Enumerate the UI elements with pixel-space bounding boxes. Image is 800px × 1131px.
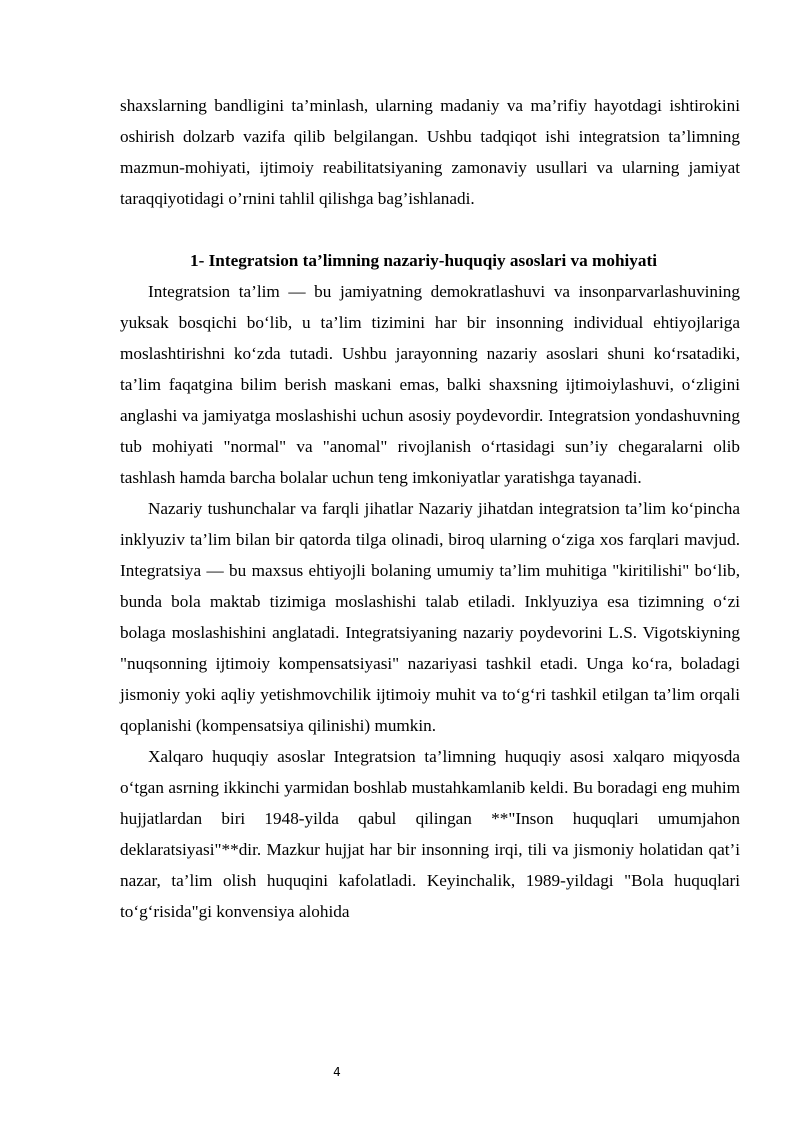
- body-paragraph-2: Nazariy tushunchalar va farqli jihatlar Nazariy jihatdan integratsion ta’lim ko‘pincha inklyuziv ta’lim bilan bir qatorda tilga olinadi, biroq ularning o‘ziga xos farqlari mavjud. Integratsiya — bu maxsus ehtiyojli bolaning umumiy ta’lim muhitiga "kiritilishi" bo‘lib, bunda bola maktab tizimiga moslashishi talab etiladi. Inklyuziya esa tizimning o‘zi bolaga moslashishini anglatadi. Integratsiyaning nazariy poydevorini L.S. Vigotskiyning "nuqsonning ijtimoiy kompensatsiyasi" nazariyasi tashkil etadi. Unga ko‘ra, boladagi jismoniy yoki aqliy yetishmovchilik ijtimoiy muhit va to‘g‘ri tashkil etilgan ta’lim orqali qoplanishi (kompensatsiya qilinishi) mumkin.: [120, 499, 740, 735]
- section-heading: 1- Integratsion ta’limning nazariy-huquqiy asoslari va mohiyati: [190, 251, 657, 270]
- page-number: 4: [333, 1065, 341, 1079]
- document-page: [120, 90, 740, 927]
- intro-paragraph: shaxslarning bandligini ta’minlash, ularning madaniy va ma’rifiy hayotdagi ishtirokini oshirish dolzarb vazifa qilib belgilangan. Ushbu tadqiqot ishi integratsion ta’limning mazmun-mohiyati, ijtimoiy reabilitatsiyaning zamonaviy usullari va ularning jamiyat taraqqiyotidagi o’rnini tahlil qilishga bag’ishlanadi.: [120, 96, 740, 208]
- body-paragraph-3: Xalqaro huquqiy asoslar Integratsion ta’limning huquqiy asosi xalqaro miqyosda o‘tgan asrning ikkinchi yarmidan boshlab mustahkamlanib keldi. Bu boradagi eng muhim hujjatlardan biri 1948-yilda qabul qilingan **"Inson huquqlari umumjahon deklaratsiyasi"**dir. Mazkur hujjat har bir insonning irqi, tili va jismoniy holatidan qat’i nazar, ta’lim olish huquqini kafolatladi. Keyinchalik, 1989-yildagi "Bola huquqlari to‘g‘risida"gi konvensiya alohida: [120, 747, 740, 921]
- body-paragraph-1: Integratsion ta’lim — bu jamiyatning demokratlashuvi va insonparvarlashuvining yuksak bosqichi bo‘lib, u ta’lim tizimini har bir insonning individual ehtiyojlariga moslashtirishni ko‘zda tutadi. Ushbu jarayonning nazariy asoslari shuni ko‘rsatadiki, ta’lim faqatgina bilim berish maskani emas, balki shaxsning ijtimoiylashuvi, o‘zligini anglashi va jamiyatga moslashishi uchun asosiy poydevordir. Integratsion yondashuvning tub mohiyati "normal" va "anomal" rivojlanish o‘rtasidagi sun’iy chegaralarni olib tashlash hamda barcha bolalar uchun teng imkoniyatlar yaratishga tayanadi.: [120, 282, 740, 487]
